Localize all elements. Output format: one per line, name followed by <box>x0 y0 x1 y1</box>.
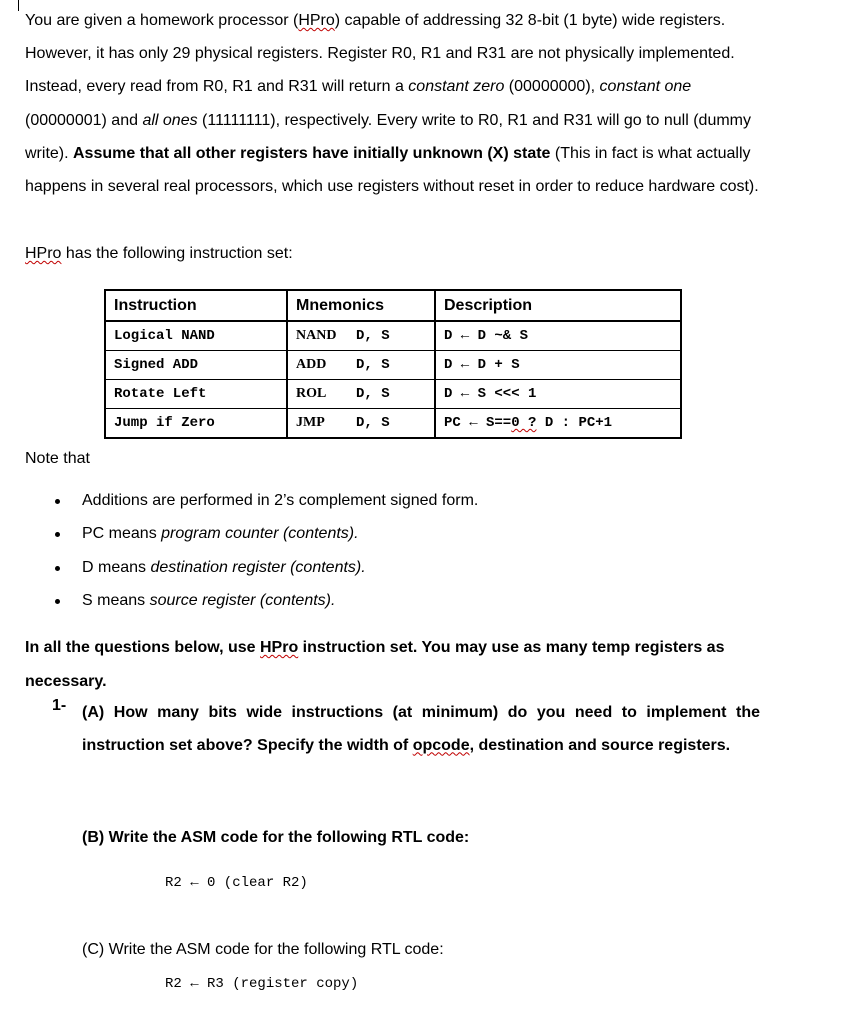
notes-list <box>52 488 478 621</box>
note-text: PC means <box>82 525 162 543</box>
instruction-set-text: has the following instruction set: <box>61 245 293 262</box>
mnemonic-cell <box>287 321 435 351</box>
description-cell: D ← D + S <box>435 351 681 380</box>
operands: D, S <box>356 328 390 344</box>
description-text: 0 ? <box>511 415 537 431</box>
note-italic-text: source register (contents). <box>149 591 336 609</box>
note-italic-text: destination register (contents). <box>150 558 366 576</box>
mnemonic: NAND <box>296 328 337 343</box>
instructions-paragraph <box>25 631 770 698</box>
list-item <box>52 555 478 588</box>
table-header: Mnemonics <box>287 290 435 321</box>
intro-text: (11111111), respectively. Every write to R0, R1 and R31 will go to null (dummy write). <box>25 111 752 162</box>
constant-zero-term: constant zero <box>408 78 505 96</box>
rtl-code-c: R2 ← R3 (register copy) <box>165 976 359 992</box>
hpro-term: HPro <box>260 639 299 656</box>
note-text: S means <box>82 591 150 609</box>
text-cursor <box>18 0 19 11</box>
hpro-term: HPro <box>25 245 62 262</box>
instruction-cell: Signed ADD <box>105 351 287 380</box>
question-1c: (C) Write the ASM code for the following RTL code: <box>82 941 444 958</box>
intro-text: ) capable of addressing 32 8-bit (1 byte) wide registers. However, it has only 29 physical registers. Register R0, R1 and R31 are not physically implemented. Instead, every read from R0, R1 and R31 will return a <box>25 12 735 96</box>
table-header: Description <box>435 290 681 321</box>
question-1a <box>82 697 760 762</box>
intro-text: (This in fact is what actually happens in several real processors, which use registers without reset in order to reduce hardware cost). <box>25 144 759 196</box>
mnemonic-cell <box>287 380 435 409</box>
instruction-set-line <box>25 245 293 263</box>
question-text: (A) How many bits wide instructions (at minimum) do you need to implement the instruction set above? Specify the width of <box>82 704 760 754</box>
table-row <box>105 321 681 351</box>
rtl-code-b: R2 ← 0 (clear R2) <box>165 875 308 891</box>
list-item <box>52 588 478 621</box>
intro-text: You are given a homework processor ( <box>25 12 299 29</box>
table-row <box>105 351 681 380</box>
para-text: instruction set. You may use as many temp registers as necessary. <box>25 639 725 690</box>
description-cell: D ← D ~& S <box>435 321 681 351</box>
description-cell: D ← S <<< 1 <box>435 380 681 409</box>
para-text: In all the questions below, use <box>25 639 260 656</box>
intro-text: (00000001) and <box>25 111 143 129</box>
list-item <box>52 521 478 554</box>
mnemonic-cell <box>287 351 435 380</box>
description-text: PC ← S== <box>444 415 512 431</box>
question-number: 1- <box>52 697 67 714</box>
instruction-table <box>104 289 682 439</box>
table-row <box>105 380 681 409</box>
note-italic-text: program counter (contents). <box>161 525 359 543</box>
mnemonic: ADD <box>296 357 327 372</box>
description-cell <box>435 409 681 439</box>
operands: D, S <box>356 386 390 402</box>
operands: D, S <box>356 357 390 373</box>
operands: D, S <box>356 415 390 431</box>
question-1b: (B) Write the ASM code for the following RTL code: <box>82 829 470 846</box>
list-item <box>52 488 478 521</box>
mnemonic: ROL <box>296 386 327 401</box>
note-text: D means <box>82 558 151 576</box>
all-ones-term: all ones <box>142 111 198 129</box>
note-that-label: Note that <box>25 450 90 467</box>
mnemonic: JMP <box>296 415 325 430</box>
instruction-cell: Rotate Left <box>105 380 287 409</box>
note-text: Additions are performed in 2’s complement signed form. <box>82 492 479 509</box>
instruction-cell: Jump if Zero <box>105 409 287 439</box>
table-header-row <box>105 290 681 321</box>
intro-text: (00000000), <box>504 78 600 96</box>
mnemonic-cell <box>287 409 435 439</box>
intro-bold-text: Assume that all other registers have initially unknown (X) state <box>73 144 551 162</box>
constant-one-term: constant one <box>599 78 692 96</box>
opcode-term: opcode <box>412 736 470 754</box>
instruction-cell: Logical NAND <box>105 321 287 351</box>
intro-paragraph <box>25 4 765 203</box>
table-row <box>105 409 681 439</box>
hpro-term: HPro <box>298 12 335 29</box>
table-header: Instruction <box>105 290 287 321</box>
question-text: , destination and source registers. <box>469 736 731 754</box>
description-text: D : PC+1 <box>536 415 613 431</box>
